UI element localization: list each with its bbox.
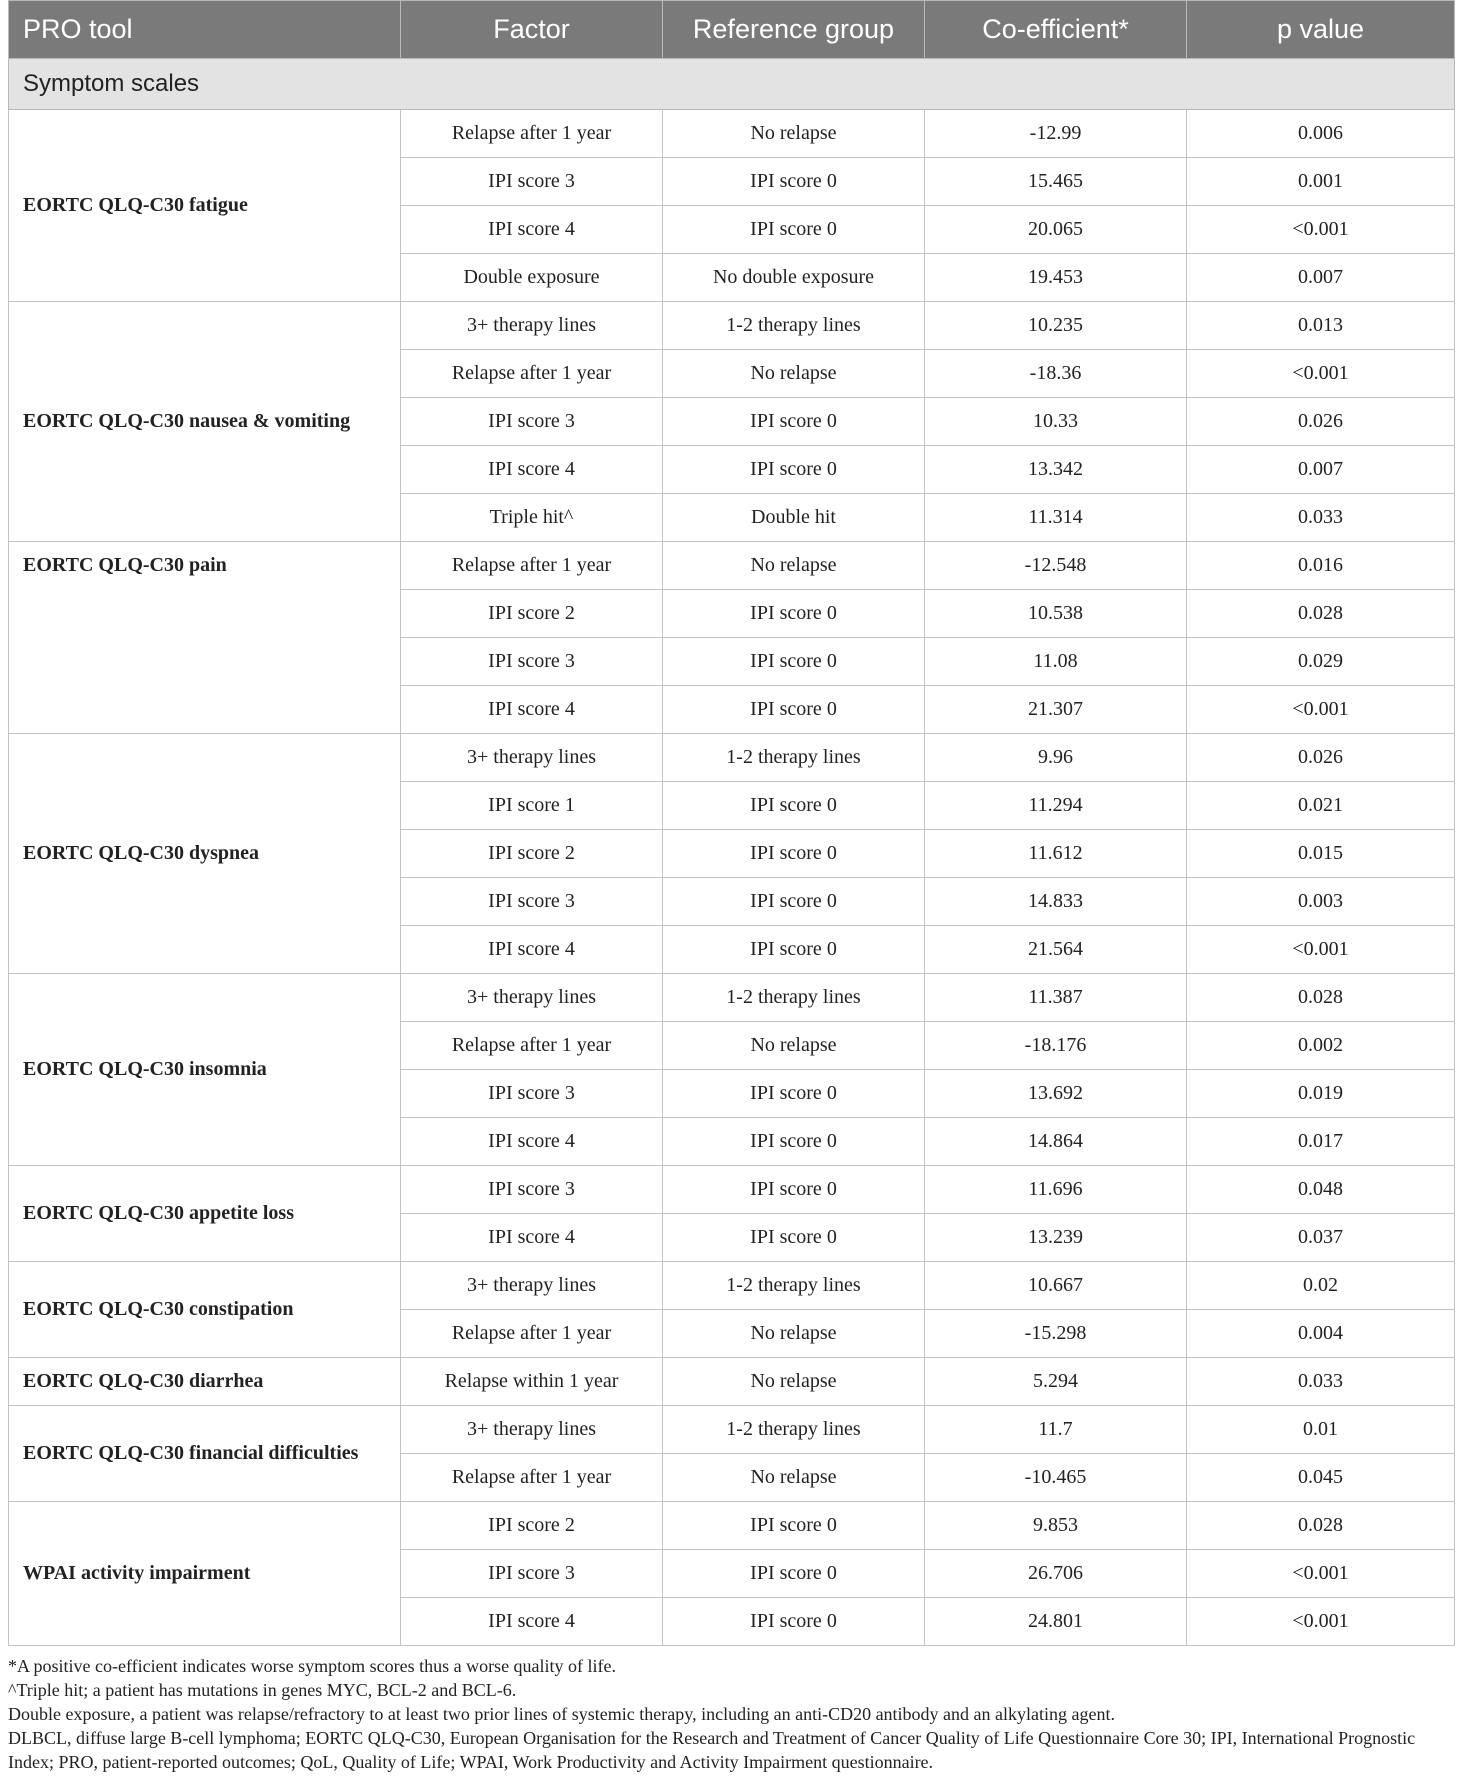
coefficient-cell: 13.342	[925, 446, 1187, 494]
coefficient-cell: 10.235	[925, 302, 1187, 350]
p-value-cell: 0.006	[1187, 110, 1455, 158]
coefficient-cell: 9.853	[925, 1502, 1187, 1550]
factor-cell: IPI score 2	[401, 590, 663, 638]
p-value-cell: 0.037	[1187, 1214, 1455, 1262]
p-value-cell: 0.015	[1187, 830, 1455, 878]
p-value-cell: 0.02	[1187, 1262, 1455, 1310]
factor-cell: IPI score 3	[401, 1550, 663, 1598]
reference-group-cell: Double hit	[663, 494, 925, 542]
p-value-cell: 0.028	[1187, 1502, 1455, 1550]
factor-cell: Relapse after 1 year	[401, 110, 663, 158]
header-factor: Factor	[401, 1, 663, 59]
table-row	[9, 974, 1455, 1022]
footnote: DLBCL, diffuse large B-cell lymphoma; EORTC QLQ-C30, European Organisation for the Research and Treatment of Cancer Quality of Life Questionnaire Core 30; IPI, International Prognostic Index; PRO, patient-reported outcomes; QoL, Quality of Life; WPAI, Work Productivity and Activity Impairment questionnaire.	[8, 1728, 1416, 1772]
factor-cell: IPI score 4	[401, 926, 663, 974]
reference-group-cell: 1-2 therapy lines	[663, 974, 925, 1022]
reference-group-cell: IPI score 0	[663, 926, 925, 974]
coefficient-cell: 24.801	[925, 1598, 1187, 1646]
reference-group-cell: IPI score 0	[663, 686, 925, 734]
reference-group-cell: IPI score 0	[663, 158, 925, 206]
coefficient-cell: 21.564	[925, 926, 1187, 974]
reference-group-cell: IPI score 0	[663, 1550, 925, 1598]
reference-group-cell: IPI score 0	[663, 1598, 925, 1646]
coefficient-cell: 15.465	[925, 158, 1187, 206]
footnote: ^Triple hit; a patient has mutations in genes MYC, BCL-2 and BCL-6.	[8, 1680, 517, 1700]
p-value-cell: <0.001	[1187, 350, 1455, 398]
reference-group-cell: IPI score 0	[663, 1118, 925, 1166]
table-row	[9, 542, 1455, 590]
reference-group-cell: No relapse	[663, 110, 925, 158]
factor-cell: 3+ therapy lines	[401, 734, 663, 782]
coefficient-cell: 14.833	[925, 878, 1187, 926]
coefficient-cell: 10.33	[925, 398, 1187, 446]
factor-cell: IPI score 1	[401, 782, 663, 830]
factor-cell: IPI score 3	[401, 1070, 663, 1118]
reference-group-cell: IPI score 0	[663, 446, 925, 494]
reference-group-cell: 1-2 therapy lines	[663, 734, 925, 782]
reference-group-cell: No relapse	[663, 1454, 925, 1502]
p-value-cell: 0.01	[1187, 1406, 1455, 1454]
factor-cell: 3+ therapy lines	[401, 1406, 663, 1454]
factor-cell: Relapse after 1 year	[401, 350, 663, 398]
table-body	[9, 59, 1455, 1646]
p-value-cell: 0.033	[1187, 494, 1455, 542]
header-row	[9, 1, 1455, 59]
reference-group-cell: IPI score 0	[663, 782, 925, 830]
p-value-cell: 0.002	[1187, 1022, 1455, 1070]
footnote: *A positive co-efficient indicates worse symptom scores thus a worse quality of life.	[8, 1656, 617, 1676]
factor-cell: IPI score 3	[401, 638, 663, 686]
pro-tool-cell: EORTC QLQ-C30 nausea & vomiting	[9, 302, 401, 542]
p-value-cell: 0.007	[1187, 446, 1455, 494]
pro-tool-cell: EORTC QLQ-C30 insomnia	[9, 974, 401, 1166]
coefficient-cell: 11.7	[925, 1406, 1187, 1454]
reference-group-cell: No relapse	[663, 1310, 925, 1358]
reference-group-cell: No double exposure	[663, 254, 925, 302]
table-row	[9, 1358, 1455, 1406]
pro-tool-cell: EORTC QLQ-C30 dyspnea	[9, 734, 401, 974]
p-value-cell: <0.001	[1187, 686, 1455, 734]
pro-tool-cell: EORTC QLQ-C30 financial difficulties	[9, 1406, 401, 1502]
coefficient-cell: 20.065	[925, 206, 1187, 254]
factor-cell: IPI score 2	[401, 830, 663, 878]
header-p-value: p value	[1187, 1, 1455, 59]
factor-cell: Relapse after 1 year	[401, 1454, 663, 1502]
reference-group-cell: IPI score 0	[663, 638, 925, 686]
coefficient-cell: 9.96	[925, 734, 1187, 782]
header-reference-group: Reference group	[663, 1, 925, 59]
pro-tool-cell: WPAI activity impairment	[9, 1502, 401, 1646]
p-value-cell: 0.013	[1187, 302, 1455, 350]
coefficient-cell: 10.538	[925, 590, 1187, 638]
factor-cell: IPI score 4	[401, 1214, 663, 1262]
factor-cell: Double exposure	[401, 254, 663, 302]
p-value-cell: 0.026	[1187, 734, 1455, 782]
pro-tool-cell: EORTC QLQ-C30 diarrhea	[9, 1358, 401, 1406]
reference-group-cell: No relapse	[663, 350, 925, 398]
table-row	[9, 1502, 1455, 1550]
coefficient-cell: 13.239	[925, 1214, 1187, 1262]
reference-group-cell: IPI score 0	[663, 206, 925, 254]
reference-group-cell: IPI score 0	[663, 590, 925, 638]
p-value-cell: 0.003	[1187, 878, 1455, 926]
p-value-cell: 0.029	[1187, 638, 1455, 686]
coefficient-cell: -12.548	[925, 542, 1187, 590]
coefficient-cell: 13.692	[925, 1070, 1187, 1118]
factor-cell: IPI score 4	[401, 206, 663, 254]
coefficient-cell: 11.314	[925, 494, 1187, 542]
table-row	[9, 1262, 1455, 1310]
p-value-cell: 0.017	[1187, 1118, 1455, 1166]
factor-cell: 3+ therapy lines	[401, 974, 663, 1022]
pro-tool-cell: EORTC QLQ-C30 appetite loss	[9, 1166, 401, 1262]
factor-cell: 3+ therapy lines	[401, 302, 663, 350]
reference-group-cell: IPI score 0	[663, 1214, 925, 1262]
coefficient-cell: -12.99	[925, 110, 1187, 158]
reference-group-cell: IPI score 0	[663, 1070, 925, 1118]
factor-cell: IPI score 4	[401, 686, 663, 734]
pro-tool-cell: EORTC QLQ-C30 pain	[9, 542, 401, 734]
pro-tool-cell: EORTC QLQ-C30 constipation	[9, 1262, 401, 1358]
coefficient-cell: 19.453	[925, 254, 1187, 302]
factor-cell: Relapse after 1 year	[401, 1310, 663, 1358]
footnote: Double exposure, a patient was relapse/refractory to at least two prior lines of systemic therapy, including an anti-CD20 antibody and an alkylating agent.	[8, 1704, 1115, 1724]
factor-cell: Relapse within 1 year	[401, 1358, 663, 1406]
table-header	[9, 1, 1455, 59]
factor-cell: IPI score 3	[401, 398, 663, 446]
factor-cell: 3+ therapy lines	[401, 1262, 663, 1310]
reference-group-cell: IPI score 0	[663, 1166, 925, 1214]
p-value-cell: 0.033	[1187, 1358, 1455, 1406]
p-value-cell: 0.007	[1187, 254, 1455, 302]
p-value-cell: <0.001	[1187, 206, 1455, 254]
p-value-cell: 0.001	[1187, 158, 1455, 206]
reference-group-cell: 1-2 therapy lines	[663, 1406, 925, 1454]
header-pro-tool: PRO tool	[9, 1, 401, 59]
header-coefficient: Co-efficient*	[925, 1, 1187, 59]
p-value-cell: 0.021	[1187, 782, 1455, 830]
coefficient-cell: 11.08	[925, 638, 1187, 686]
reference-group-cell: 1-2 therapy lines	[663, 302, 925, 350]
coefficient-cell: 21.307	[925, 686, 1187, 734]
pro-tool-cell: EORTC QLQ-C30 fatigue	[9, 110, 401, 302]
coefficient-cell: 11.696	[925, 1166, 1187, 1214]
table-container	[8, 0, 1454, 1774]
coefficient-cell: -15.298	[925, 1310, 1187, 1358]
section-label: Symptom scales	[9, 59, 1455, 110]
factor-cell: IPI score 2	[401, 1502, 663, 1550]
factor-cell: IPI score 3	[401, 878, 663, 926]
coefficient-cell: 11.612	[925, 830, 1187, 878]
reference-group-cell: IPI score 0	[663, 1502, 925, 1550]
table-row	[9, 1406, 1455, 1454]
table-row	[9, 302, 1455, 350]
factor-cell: Triple hit^	[401, 494, 663, 542]
p-value-cell: 0.026	[1187, 398, 1455, 446]
factor-cell: IPI score 3	[401, 158, 663, 206]
table-row	[9, 110, 1455, 158]
coefficient-cell: -18.36	[925, 350, 1187, 398]
reference-group-cell: IPI score 0	[663, 878, 925, 926]
reference-group-cell: 1-2 therapy lines	[663, 1262, 925, 1310]
table-row	[9, 734, 1455, 782]
coefficient-cell: 11.387	[925, 974, 1187, 1022]
coefficient-cell: 10.667	[925, 1262, 1187, 1310]
p-value-cell: 0.028	[1187, 974, 1455, 1022]
coefficient-cell: 26.706	[925, 1550, 1187, 1598]
reference-group-cell: No relapse	[663, 1022, 925, 1070]
p-value-cell: 0.019	[1187, 1070, 1455, 1118]
p-value-cell: 0.028	[1187, 590, 1455, 638]
factor-cell: IPI score 4	[401, 1598, 663, 1646]
section-row	[9, 59, 1455, 110]
coefficient-cell: 14.864	[925, 1118, 1187, 1166]
results-table	[8, 0, 1455, 1646]
factor-cell: IPI score 3	[401, 1166, 663, 1214]
reference-group-cell: No relapse	[663, 1358, 925, 1406]
p-value-cell: 0.004	[1187, 1310, 1455, 1358]
p-value-cell: 0.016	[1187, 542, 1455, 590]
coefficient-cell: 5.294	[925, 1358, 1187, 1406]
factor-cell: Relapse after 1 year	[401, 1022, 663, 1070]
p-value-cell: <0.001	[1187, 1598, 1455, 1646]
p-value-cell: <0.001	[1187, 926, 1455, 974]
reference-group-cell: IPI score 0	[663, 398, 925, 446]
factor-cell: IPI score 4	[401, 446, 663, 494]
footnotes	[8, 1654, 1454, 1774]
coefficient-cell: 11.294	[925, 782, 1187, 830]
reference-group-cell: No relapse	[663, 542, 925, 590]
p-value-cell: <0.001	[1187, 1550, 1455, 1598]
coefficient-cell: -18.176	[925, 1022, 1187, 1070]
factor-cell: Relapse after 1 year	[401, 542, 663, 590]
table-row	[9, 1166, 1455, 1214]
factor-cell: IPI score 4	[401, 1118, 663, 1166]
reference-group-cell: IPI score 0	[663, 830, 925, 878]
coefficient-cell: -10.465	[925, 1454, 1187, 1502]
p-value-cell: 0.045	[1187, 1454, 1455, 1502]
p-value-cell: 0.048	[1187, 1166, 1455, 1214]
